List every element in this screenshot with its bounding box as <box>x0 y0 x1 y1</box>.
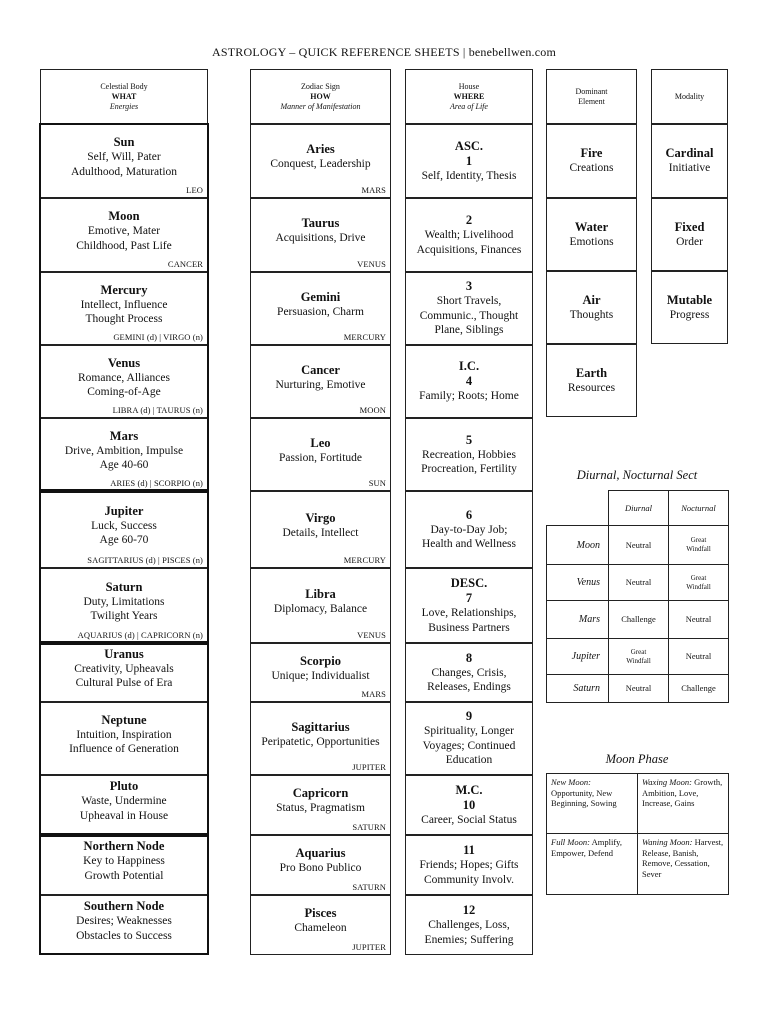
sign-description: Diplomacy, Balance <box>273 602 368 615</box>
sign-description: Persuasion, Charm <box>277 305 364 318</box>
sect-diurnal-value: Great Windfall <box>609 639 669 675</box>
body-name: Southern Node <box>83 899 165 913</box>
moon-waxing-text: Growth, Ambition, Love, Increase, Gains <box>642 777 723 808</box>
header-keyword: WHAT <box>111 91 137 101</box>
house-cell <box>405 895 533 955</box>
house-number: 4 <box>465 374 473 389</box>
sign-description: Acquisitions, Drive <box>275 232 366 245</box>
house-number: 5 <box>465 432 473 447</box>
moon-full-label: Full Moon: <box>551 837 590 847</box>
house-number: 10 <box>462 797 476 812</box>
sect-row <box>547 526 729 565</box>
house-description: Changes, Crisis, Releases, Endings <box>427 666 511 693</box>
body-name: Northern Node <box>83 839 165 853</box>
moon-waning <box>637 833 729 895</box>
body-name: Jupiter <box>104 503 144 518</box>
sign-ruler: MOON <box>359 405 386 415</box>
sign-cell <box>250 124 391 198</box>
sect-diurnal-value: Challenge <box>609 601 669 639</box>
element-name: Earth <box>575 365 608 380</box>
house-cell <box>405 491 533 568</box>
sect-nocturnal-value: Great Windfall <box>669 565 729 601</box>
house-number: 7 <box>465 591 473 605</box>
element-description: Resources <box>567 381 616 394</box>
house-cell <box>405 643 533 702</box>
sign-ruler: VENUS <box>357 259 386 269</box>
modality-description: Progress <box>669 308 710 321</box>
sign-cell <box>250 643 391 702</box>
sign-ruler: MERCURY <box>343 555 386 565</box>
house-angle-label: ASC. <box>454 138 484 153</box>
body-description: Luck, Success Age 60-70 <box>91 519 157 546</box>
header-house <box>405 69 533 124</box>
sect-corner <box>547 491 609 526</box>
group-border-personal <box>39 123 209 491</box>
body-rulership: ARIES (d) | SCORPIO (n) <box>110 478 203 488</box>
modality-description: Initiative <box>668 162 711 175</box>
sign-name: Leo <box>310 435 331 450</box>
sign-ruler: SUN <box>368 478 386 488</box>
header-label: Celestial Body <box>100 81 148 91</box>
sign-description: Details, Intellect <box>282 526 359 539</box>
sect-col-diurnal: Diurnal <box>609 491 669 526</box>
element-cell <box>546 271 637 344</box>
sign-ruler: SATURN <box>352 822 386 832</box>
sect-planet: Saturn <box>547 675 609 703</box>
sect-header-row <box>547 491 729 526</box>
sign-name: Sagittarius <box>291 719 350 734</box>
sign-ruler: JUPITER <box>352 762 386 772</box>
sign-description: Unique; Individualist <box>271 669 370 682</box>
house-angle-label: M.C. <box>455 782 483 797</box>
header-label: Modality <box>674 91 705 101</box>
sign-cell <box>250 198 391 272</box>
house-description: Spirituality, Longer Voyages; Continued Education <box>422 725 516 767</box>
sect-nocturnal-value: Great Windfall <box>669 526 729 565</box>
house-description: Self, Identity, Thesis <box>421 169 517 182</box>
sign-ruler: SATURN <box>352 882 386 892</box>
sign-description: Peripatetic, Opportunities <box>261 735 380 748</box>
body-name: Mars <box>109 428 139 443</box>
page-title: ASTROLOGY – QUICK REFERENCE SHEETS | benebellwen.com <box>212 45 556 59</box>
sign-description: Nurturing, Emotive <box>275 378 366 391</box>
body-name: Pluto <box>109 779 139 793</box>
sign-name: Taurus <box>301 216 340 231</box>
sect-diurnal-value: Neutral <box>609 526 669 565</box>
header-zodiac-sign <box>250 69 391 124</box>
header-keyword: HOW <box>310 91 331 101</box>
modality-name: Fixed <box>674 219 705 234</box>
house-number: 12 <box>462 903 476 917</box>
modality-cell <box>651 198 728 271</box>
body-description: Emotive, Mater Childhood, Past Life <box>76 225 172 252</box>
body-name: Venus <box>107 355 141 370</box>
modality-cell <box>651 271 728 344</box>
house-number: 1 <box>465 153 473 168</box>
sect-nocturnal-value: Challenge <box>669 675 729 703</box>
house-number: 9 <box>465 709 473 724</box>
sign-ruler: VENUS <box>357 630 386 640</box>
sign-name: Gemini <box>300 289 341 304</box>
element-description: Creations <box>569 162 614 175</box>
sign-name: Pisces <box>304 906 337 921</box>
house-description: Friends; Hopes; Gifts Community Involv. <box>419 859 519 886</box>
sect-row <box>547 565 729 601</box>
sign-cell <box>250 775 391 835</box>
body-rulership: CANCER <box>167 259 203 269</box>
modality-cell <box>651 124 728 198</box>
sect-title: Diurnal, Nocturnal Sect <box>576 468 698 482</box>
house-cell <box>405 702 533 775</box>
element-name: Air <box>582 292 601 307</box>
sect-row <box>547 601 729 639</box>
sign-description: Passion, Fortitude <box>278 451 363 464</box>
house-angle-label: DESC. <box>450 576 488 590</box>
house-angle-label: I.C. <box>458 359 480 374</box>
element-cell <box>546 198 637 271</box>
body-description: Drive, Ambition, Impulse Age 40-60 <box>64 444 184 471</box>
sect-planet: Mars <box>547 601 609 639</box>
sect-planet: Jupiter <box>547 639 609 675</box>
body-name: Saturn <box>105 579 143 594</box>
body-description: Creativity, Upheavals Cultural Pulse of Era <box>74 662 174 689</box>
group-border-nodes <box>39 835 209 955</box>
body-description: Intuition, Inspiration Influence of Generation <box>69 728 179 755</box>
body-description: Self, Will, Pater Adulthood, Maturation <box>70 151 178 178</box>
header-label: Zodiac Sign <box>301 81 340 91</box>
house-description: Day-to-Day Job; Health and Wellness <box>421 523 517 550</box>
body-description: Desires; Weaknesses Obstacles to Success <box>76 915 172 942</box>
header-keyword: WHERE <box>453 91 485 101</box>
header-celestial-body <box>40 69 208 124</box>
body-rulership: LEO <box>186 185 203 195</box>
element-cell <box>546 344 637 417</box>
element-cell <box>546 124 637 198</box>
sign-ruler: MERCURY <box>343 332 386 342</box>
sect-planet: Moon <box>547 526 609 565</box>
body-description: Intellect, Influence Thought Process <box>80 298 168 325</box>
group-border-social <box>39 491 209 643</box>
group-border-outer <box>39 643 209 835</box>
sign-name: Capricorn <box>292 786 349 801</box>
house-cell <box>405 568 533 643</box>
sign-description: Pro Bono Publico <box>279 862 362 875</box>
house-number: 8 <box>465 650 473 665</box>
sign-name: Aries <box>306 142 335 157</box>
modality-name: Mutable <box>666 292 713 307</box>
header-label: Dominant <box>575 86 608 96</box>
sign-cell <box>250 418 391 491</box>
element-description: Thoughts <box>569 308 614 321</box>
house-cell <box>405 272 533 345</box>
body-rulership: LIBRA (d) | TAURUS (n) <box>112 405 203 415</box>
body-description: Duty, Limitations Twilight Years <box>83 595 165 622</box>
sect-nocturnal-value: Neutral <box>669 639 729 675</box>
body-name: Mercury <box>100 282 148 297</box>
body-name: Neptune <box>101 712 147 727</box>
house-number: 11 <box>463 843 475 857</box>
moon-waxing <box>637 773 729 834</box>
house-description: Family; Roots; Home <box>419 390 519 403</box>
house-description: Recreation, Hobbies Procreation, Fertility <box>421 448 517 475</box>
modality-description: Order <box>676 235 703 248</box>
sign-description: Status, Pragmatism <box>276 802 365 815</box>
house-cell <box>405 198 533 272</box>
sect-nocturnal-value: Neutral <box>669 601 729 639</box>
house-description: Challenges, Loss, Enemies; Suffering <box>424 919 514 946</box>
moon-waning-text: Harvest, Release, Banish, Remove, Cessation, Sever <box>642 837 724 879</box>
sign-ruler: MARS <box>361 185 386 195</box>
sect-col-nocturnal: Nocturnal <box>669 491 729 526</box>
moon-full <box>546 833 638 895</box>
house-description: Love, Relationships, Business Partners <box>421 607 517 634</box>
sign-cell <box>250 272 391 345</box>
house-description: Short Travels, Communic., Thought Plane, Siblings <box>419 295 519 337</box>
body-name: Moon <box>108 209 140 223</box>
sign-name: Virgo <box>305 510 336 525</box>
element-name: Water <box>574 219 609 234</box>
moon-waxing-label: Waxing Moon: <box>642 777 692 787</box>
sign-description: Chameleon <box>294 922 347 935</box>
header-modality <box>651 69 728 124</box>
element-description: Emotions <box>569 235 614 248</box>
moon-new-text: Opportunity, New Beginning, Sowing <box>551 787 617 808</box>
sign-cell <box>250 345 391 418</box>
moon-phase-title: Moon Phase <box>605 752 669 766</box>
sign-cell <box>250 835 391 895</box>
sign-name: Aquarius <box>295 846 346 861</box>
house-cell <box>405 775 533 835</box>
sect-diurnal-value: Neutral <box>609 675 669 703</box>
house-description: Wealth; Livelihood Acquisitions, Finances <box>416 229 522 256</box>
sect-row <box>547 675 729 703</box>
header-subtitle: Energies <box>109 101 139 111</box>
sign-description: Conquest, Leadership <box>270 158 371 171</box>
moon-new-label: New Moon: <box>551 777 591 787</box>
sign-name: Scorpio <box>300 653 341 668</box>
header-subtitle: Area of Life <box>450 101 488 111</box>
body-description: Waste, Undermine Upheaval in House <box>79 795 169 822</box>
element-name: Fire <box>580 146 603 161</box>
header-label: House <box>458 81 480 91</box>
sign-cell <box>250 702 391 775</box>
sign-ruler: JUPITER <box>352 942 386 952</box>
sign-cell <box>250 491 391 568</box>
sign-cell <box>250 568 391 643</box>
header-label-2: Element <box>578 96 605 106</box>
body-rulership: GEMINI (d) | VIRGO (n) <box>113 332 203 342</box>
house-cell <box>405 345 533 418</box>
house-description: Career, Social Status <box>421 813 517 826</box>
header-subtitle: Manner of Manifestation <box>280 101 361 111</box>
body-name: Sun <box>113 135 135 149</box>
header-dominant-element <box>546 69 637 124</box>
house-cell <box>405 418 533 491</box>
body-description: Romance, Alliances Coming-of-Age <box>78 371 170 398</box>
moon-new <box>546 773 638 834</box>
modality-name: Cardinal <box>665 146 714 161</box>
moon-full-text: Amplify, Empower, Defend <box>551 837 622 858</box>
sign-name: Cancer <box>301 362 340 377</box>
sect-table <box>546 490 729 703</box>
sign-name: Libra <box>305 586 336 601</box>
moon-waning-label: Waning Moon: <box>642 837 693 847</box>
sect-planet: Venus <box>547 565 609 601</box>
house-number: 2 <box>465 213 473 227</box>
sect-row <box>547 639 729 675</box>
sign-ruler: MARS <box>361 689 386 699</box>
sign-cell <box>250 895 391 955</box>
house-number: 3 <box>465 279 473 294</box>
sect-diurnal-value: Neutral <box>609 565 669 601</box>
house-cell <box>405 124 533 198</box>
body-name: Uranus <box>104 646 144 661</box>
body-rulership: SAGITTARIUS (d) | PISCES (n) <box>87 555 203 565</box>
house-number: 6 <box>465 507 473 522</box>
body-description: Key to Happiness Growth Potential <box>83 855 165 882</box>
house-cell <box>405 835 533 895</box>
body-rulership: AQUARIUS (d) | CAPRICORN (n) <box>77 630 203 640</box>
